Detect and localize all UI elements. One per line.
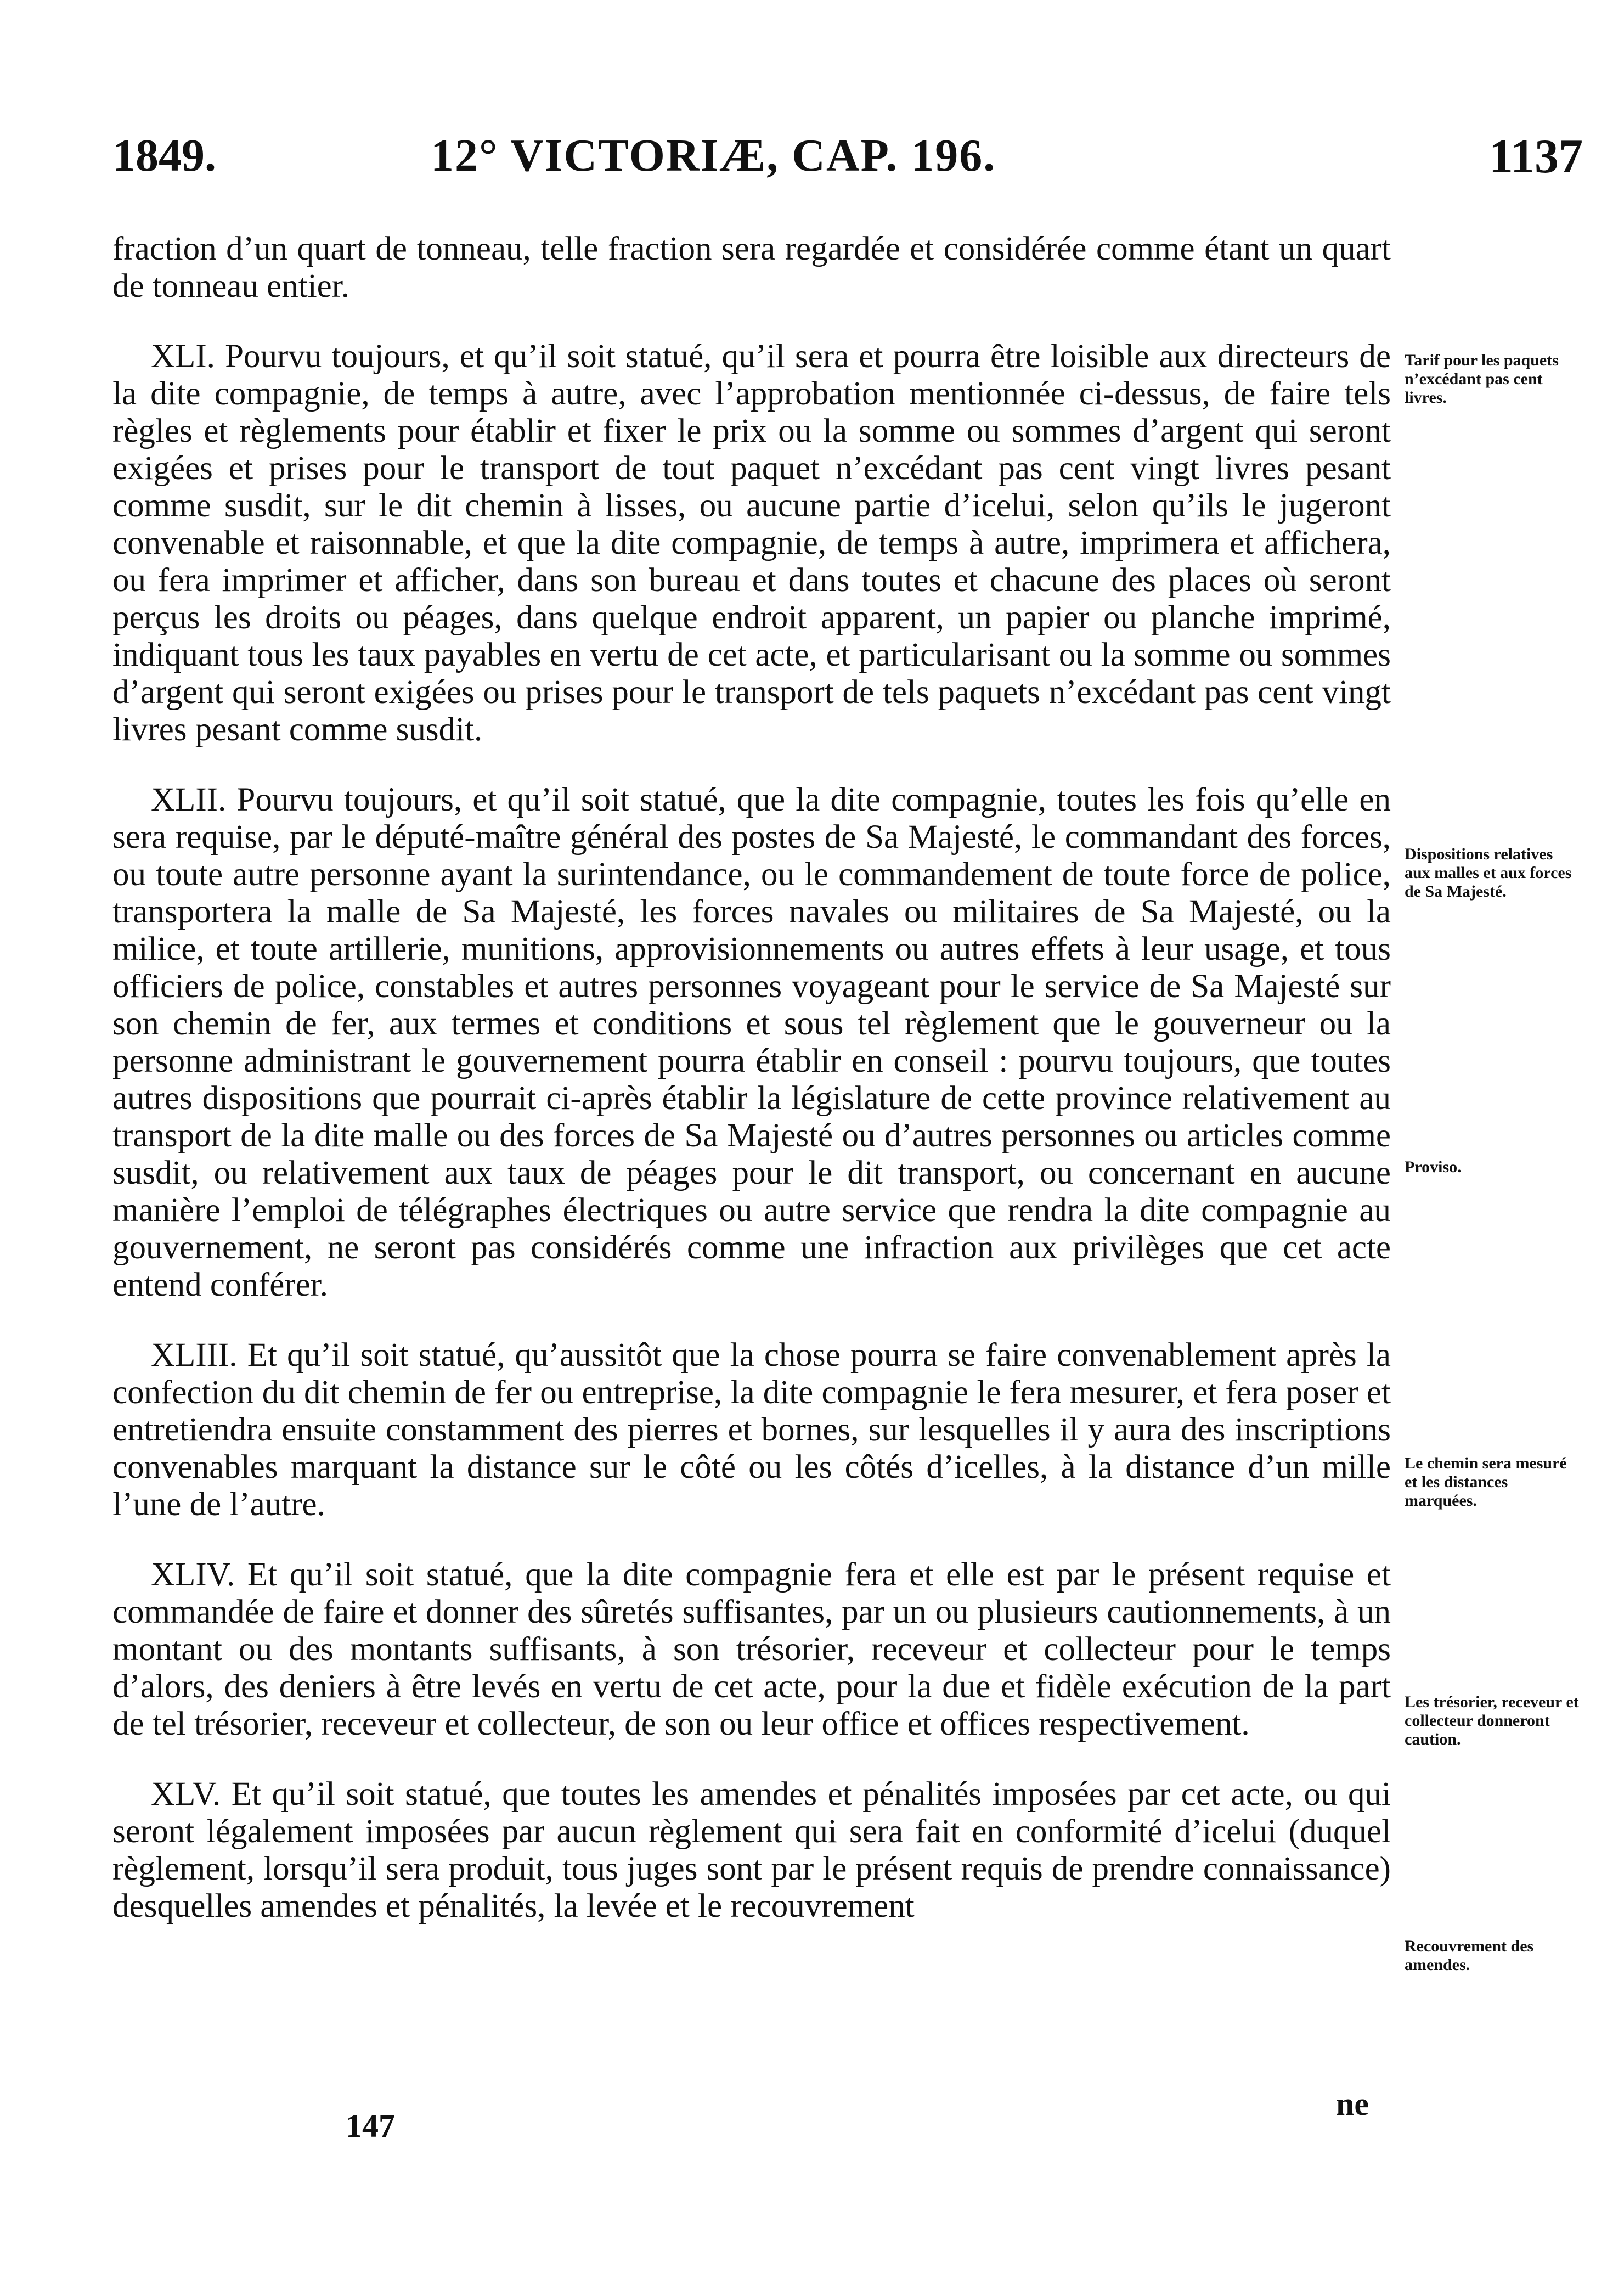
paragraph-text: Et qu’il soit statué, que toutes les amendes et pénalités imposées par cet acte, ou qui seront légalement imposées par aucun règlement qui sera fait en conformité d’icelui (duquel règlement, lorsqu’il sera produit, tous juges sont par le présent requis de prendre connaissance) desquelles amendes et pénalités, la levée et le recouvrement [112, 1776, 1391, 1925]
section-xliii [112, 1337, 1391, 1523]
page-body [112, 230, 1391, 1925]
margin-note-recouvrement: Recouvrement des amendes. [1405, 1937, 1534, 1974]
page-header [112, 129, 1583, 189]
header-page-number: 1137 [1488, 130, 1583, 183]
paragraph-text: Pourvu toujours, et qu’il soit statué, que la dite compagnie, toutes les fois qu’elle en sera requise, par le député-maître général des postes de Sa Majesté, le commandant des forces, ou toute autre personne ayant la surintendance, ou le commandement de toute force de police, transportera la malle de Sa Majesté, les forces navales ou militaires de Sa Majesté, ou la milice, et toute artillerie, munitions, approvisionnements ou autres effets à leur usage, et tous officiers de police, constables et autres personnes voyageant pour le service de Sa Majesté sur son chemin de fer, aux termes et conditions et sous tel règlement que le gouverneur ou la personne administrant le gouvernement pourra établir en conseil : pourvu toujours, que toutes autres dispositions que pourrait ci-après établir la législature de cette province relativement au transport de la dite malle ou des forces de Sa Majesté ou d’autres personnes ou articles comme susdit, ou relativement aux taux de péages pour le dit transport, ou concernant en aucune manière l’emploi de télégraphes électriques ou autre service que rendra la dite compagnie au gouvernement, ne seront pas considérés comme une infraction aux privilèges que cet acte entend conférer. [112, 781, 1391, 1303]
section-xli [112, 338, 1391, 749]
paragraph-text: fraction d’un quart de tonneau, telle fraction sera regardée et considérée comme étant un quart de tonneau entier. [112, 230, 1391, 305]
header-year: 1849. [112, 130, 216, 181]
section-number: XLIV. [151, 1556, 235, 1593]
paragraph-text: Pourvu toujours, et qu’il soit statué, qu’il sera et pourra être loisible aux directeurs de la dite compagnie, de temps à autre, avec l’approbation mentionnée ci-dessus, de faire tels règles et règlements pour établir et fixer le prix ou la somme ou sommes d’argent qui seront exigées et prises pour le transport de tout paquet n’excédant pas cent vingt livres pesant comme susdit, sur le dit chemin à lisses, ou aucune partie d’icelui, selon qu’ils le jugeront convenable et raisonnable, et que la dite compagnie, de temps à autre, imprimera et affichera, ou fera imprimer et afficher, dans son bureau et dans toutes et chacune des places où seront perçus les droits ou péages, dans quelque endroit apparent, un papier ou planche imprimé, indiquant tous les taux payables en vertu de cet acte, et particularisant ou la somme ou sommes d’argent qui seront exigées ou prises pour le transport de tels paquets n’excédant pas cent vingt livres pesant comme susdit. [112, 338, 1391, 748]
margin-note-tarif: Tarif pour les paquets n’excédant pas cent livres. [1405, 351, 1559, 407]
signature-mark: 147 [346, 2108, 395, 2144]
margin-note-chemin: Le chemin sera mesuré et les distances marquées. [1405, 1454, 1567, 1510]
catchword: ne [1336, 2086, 1369, 2122]
paragraph-text: Et qu’il soit statué, que la dite compagnie fera et elle est par le présent requise et commandée de faire et donner des sûretés suffisantes, par un ou plusieurs cautionnements, à un montant ou des montants suffisants, à son trésorier, receveur et collecteur pour le temps d’alors, des deniers à être levés en vertu de cet acte, pour la due et fidèle exécution de la part de tel trésorier, receveur et collecteur, de son ou leur office et offices respectivement. [112, 1556, 1391, 1742]
section-xlii [112, 781, 1391, 1304]
section-number: XLII. [151, 781, 227, 818]
section-number: XLV. [151, 1776, 221, 1813]
margin-note-tresorier: Les trésorier, receveur et collecteur donneront caution. [1405, 1693, 1579, 1748]
section-number: XLIII. [151, 1337, 238, 1374]
section-number: XLI. [151, 338, 215, 375]
margin-note-proviso: Proviso. [1405, 1158, 1462, 1176]
paragraph-text: Et qu’il soit statué, qu’aussitôt que la chose pourra se faire convenablement après la confection du dit chemin de fer ou entreprise, la dite compagnie le fera mesurer, et fera poser et entretiendra ensuite constamment des pierres et bornes, sur lesquelles il y aura des inscriptions convenables marquant la distance sur le côté ou les côtés d’icelles, à la distance d’un mille l’une de l’autre. [112, 1337, 1391, 1523]
paragraph-continued [112, 230, 1391, 305]
margin-note-dispositions: Dispositions relatives aux malles et aux forces de Sa Majesté. [1405, 845, 1572, 901]
header-title: 12° VICTORIÆ, CAP. 196. [431, 130, 996, 181]
section-xlv [112, 1776, 1391, 1925]
section-xliv [112, 1556, 1391, 1743]
